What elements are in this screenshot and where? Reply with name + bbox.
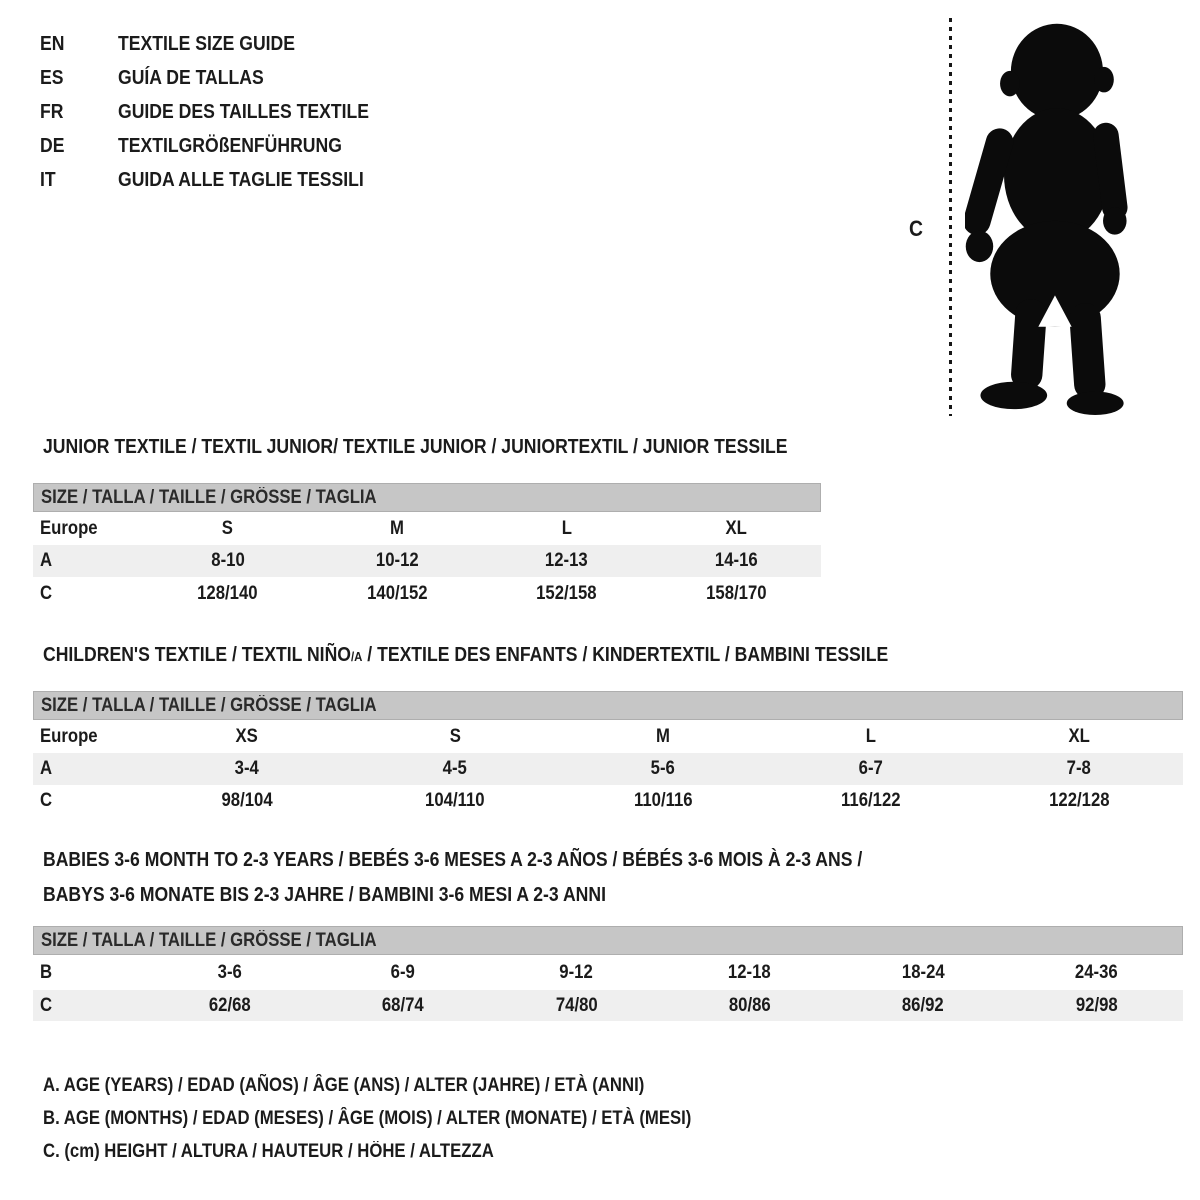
legend-line-c: C. (cm) HEIGHT / ALTURA / HAUTEUR / HÖHE / ALTEZZA: [43, 1140, 494, 1162]
row-label: C: [40, 790, 53, 811]
row-label: A: [40, 758, 53, 779]
height-cell: 158/170: [706, 583, 767, 604]
table-row-height: [33, 577, 821, 611]
nino-a-subscript: /A: [350, 649, 363, 664]
children-size-table: [33, 691, 1183, 817]
height-cell: 140/152: [367, 583, 428, 604]
size-header-bar: SIZE / TALLA / TAILLE / GRÖSSE / TAGLIA: [33, 483, 821, 512]
junior-size-table: [33, 483, 821, 611]
size-cell: S: [449, 725, 461, 747]
toddler-silhouette-image: [965, 13, 1143, 417]
size-cell: S: [222, 517, 234, 539]
language-row-de: [40, 129, 403, 163]
table-row-months: [33, 955, 1183, 990]
size-cell: M: [656, 725, 670, 747]
guide-title: TEXTILE SIZE GUIDE: [118, 32, 296, 55]
size-cell: M: [390, 517, 405, 539]
height-cell: 98/104: [221, 790, 273, 811]
language-code: IT: [40, 168, 56, 191]
months-cell: 6-9: [390, 961, 416, 983]
guide-title: TEXTILGRÖßENFÜHRUNG: [118, 134, 342, 157]
height-cell: 92/98: [1075, 994, 1118, 1016]
language-row-en: [40, 27, 403, 61]
language-code: ES: [40, 66, 64, 89]
age-cell: 5-6: [650, 758, 676, 779]
table-row-age: [33, 753, 1183, 785]
legend-line-a: A. AGE (YEARS) / EDAD (AÑOS) / ÂGE (ANS) / ALTER (JAHRE) / ETÀ (ANNI): [43, 1074, 645, 1096]
age-cell: 4-5: [442, 758, 468, 779]
age-cell: 3-4: [234, 758, 260, 779]
size-cell: L: [865, 725, 877, 747]
table-row-height: [33, 990, 1183, 1021]
size-cell: XS: [235, 725, 259, 747]
language-row-es: [40, 61, 403, 95]
legend-line-b: B. AGE (MONTHS) / EDAD (MESES) / ÂGE (MOIS) / ALTER (MONATE) / ETÀ (MESI): [43, 1107, 692, 1129]
junior-section-heading: JUNIOR TEXTILE / TEXTIL JUNIOR/ TEXTILE JUNIOR / JUNIORTEXTIL / JUNIOR TESSILE: [43, 436, 788, 458]
age-cell: 6-7: [858, 758, 884, 779]
row-label: Europe: [40, 725, 98, 747]
table-row-europe: [33, 512, 821, 545]
height-cell: 116/122: [841, 790, 901, 811]
row-label: B: [40, 961, 53, 983]
table-row-age: [33, 545, 821, 577]
months-cell: 18-24: [901, 961, 945, 983]
guide-title: GUIDE DES TAILLES TEXTILE: [118, 100, 369, 123]
language-code: DE: [40, 134, 65, 157]
age-cell: 10-12: [375, 550, 419, 571]
table-row-europe: [33, 720, 1183, 753]
months-cell: 3-6: [217, 961, 242, 983]
language-title-list: [40, 27, 403, 197]
language-row-fr: [40, 95, 403, 129]
height-cell: 122/128: [1048, 790, 1110, 811]
guide-title: GUÍA DE TALLAS: [118, 66, 264, 89]
table-row-height: [33, 785, 1183, 817]
height-cell: 104/110: [425, 790, 485, 811]
row-label: C: [40, 583, 53, 604]
months-cell: 24-36: [1074, 961, 1118, 983]
measure-legend: [43, 1069, 780, 1168]
height-measure-dashed-line: [949, 18, 952, 416]
height-cell: 80/86: [728, 994, 771, 1016]
height-measure-label: C: [908, 216, 923, 241]
size-header-bar: SIZE / TALLA / TAILLE / GRÖSSE / TAGLIA: [33, 926, 1183, 955]
height-cell: 86/92: [902, 994, 944, 1016]
size-cell: XL: [725, 517, 747, 539]
months-cell: 9-12: [559, 961, 594, 983]
months-cell: 12-18: [728, 961, 772, 983]
height-cell: 152/158: [536, 583, 597, 604]
language-code: FR: [40, 100, 64, 123]
height-cell: 110/116: [633, 790, 693, 811]
height-cell: 74/80: [555, 994, 598, 1016]
babies-section-heading-line1: BABIES 3-6 MONTH TO 2-3 YEARS / BEBÉS 3-6 MESES A 2-3 AÑOS / BÉBÉS 3-6 MOIS À 2-3 ANS /: [43, 849, 863, 871]
age-cell: 12-13: [545, 550, 589, 571]
babies-size-table: [33, 926, 1183, 1021]
size-header-bar: SIZE / TALLA / TAILLE / GRÖSSE / TAGLIA: [33, 691, 1183, 720]
language-code: EN: [40, 32, 65, 55]
size-cell: L: [561, 517, 572, 539]
size-cell: XL: [1068, 725, 1090, 747]
height-cell: 128/140: [197, 583, 258, 604]
row-label: Europe: [40, 517, 98, 539]
age-cell: 8-10: [211, 550, 245, 571]
language-row-it: [40, 163, 403, 197]
height-cell: 62/68: [208, 994, 251, 1016]
height-cell: 68/74: [382, 994, 424, 1016]
age-cell: 14-16: [714, 550, 758, 571]
row-label: A: [40, 550, 53, 571]
guide-title: GUIDA ALLE TAGLIE TESSILI: [118, 168, 364, 191]
age-cell: 7-8: [1066, 758, 1092, 779]
row-label: C: [40, 994, 53, 1016]
babies-section-heading-line2: BABYS 3-6 MONATE BIS 2-3 JAHRE / BAMBINI 3-6 MESI A 2-3 ANNI: [43, 884, 606, 906]
children-section-heading: CHILDREN'S TEXTILE / TEXTIL NIÑO/A / TEXTILE DES ENFANTS / KINDERTEXTIL / BAMBINI TESSILE: [43, 644, 889, 666]
